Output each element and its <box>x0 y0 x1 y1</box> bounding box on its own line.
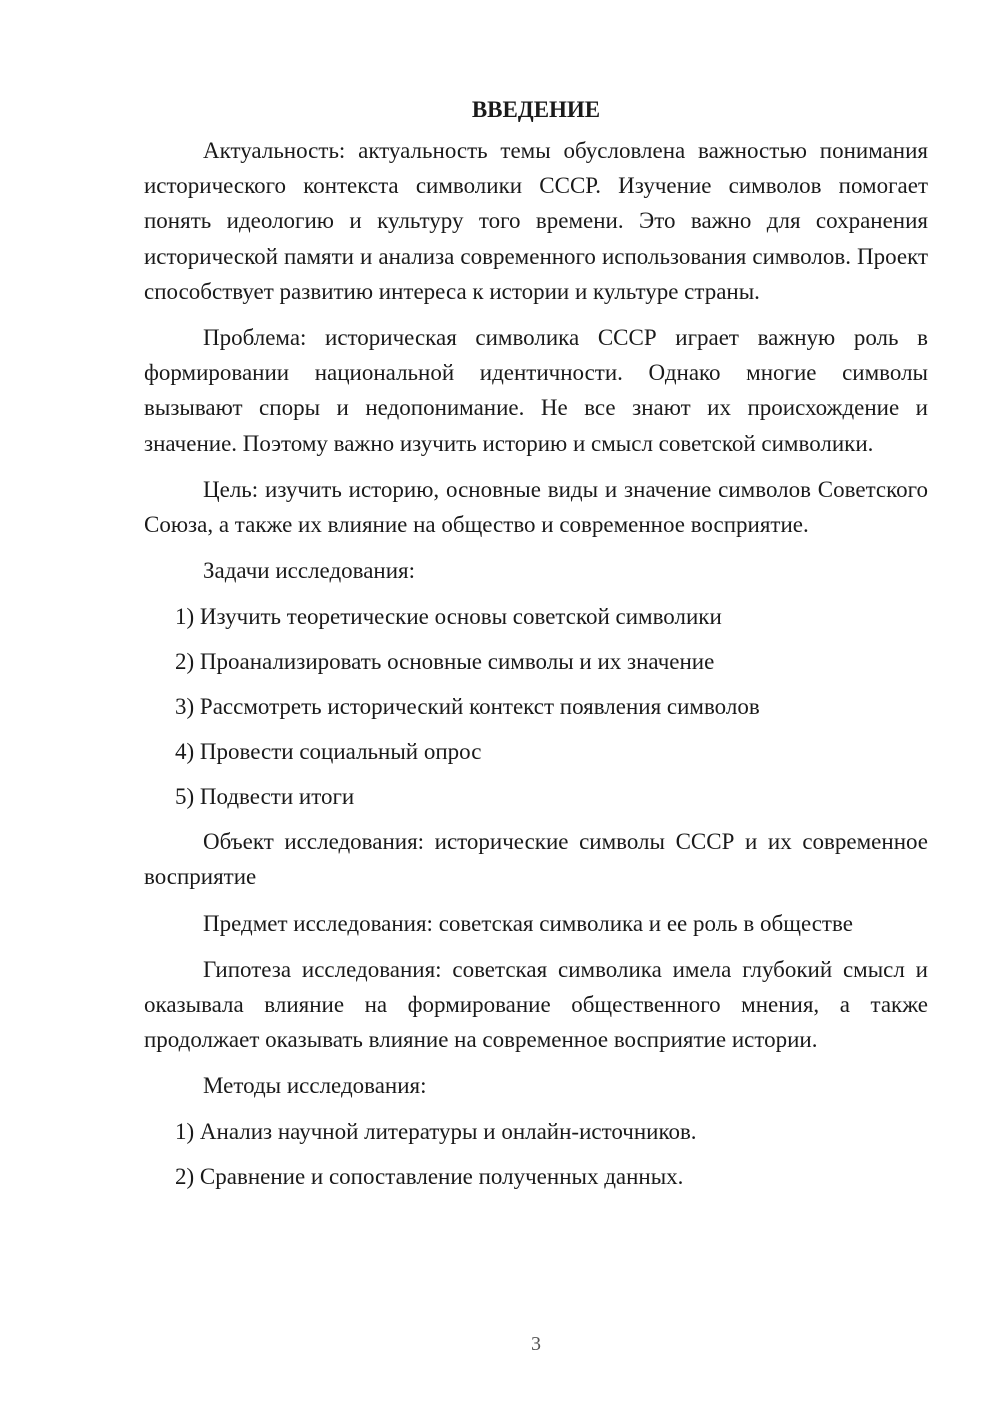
document-page <box>144 92 928 1204</box>
relevance-paragraph: Актуальность: актуальность темы обусловлена важностью понимания исторического контекста символики СССР. Изучение символов помогает понять идеологию и культуру того времени. Это важно для сохранения исторической памяти и анализа современного использования символов. Проект способствует развитию интереса к истории и культуре страны. <box>144 138 928 304</box>
subject-paragraph: Предмет исследования: советская символика и ее роль в обществе <box>203 910 853 936</box>
list-item: 5) Подвести итоги <box>175 784 355 810</box>
list-item: 2) Сравнение и сопоставление полученных данных. <box>175 1164 684 1190</box>
hypothesis-paragraph: Гипотеза исследования: советская символика имела глубокий смысл и оказывала влияние на формирование общественного мнения, а также продолжает оказывать влияние на современное восприятие истории. <box>144 956 928 1053</box>
goal-paragraph: Цель: изучить историю, основные виды и значение символов Советского Союза, а также их влияние на общество и современное восприятие. <box>144 476 928 538</box>
list-item: 4) Провести социальный опрос <box>175 739 482 765</box>
list-item: 2) Проанализировать основные символы и их значение <box>175 649 715 675</box>
list-item: 1) Изучить теоретические основы советской символики <box>175 604 722 630</box>
tasks-list <box>144 599 928 814</box>
object-paragraph: Объект исследования: исторические символы СССР и их современное восприятие <box>144 829 928 890</box>
problem-paragraph: Проблема: историческая символика СССР играет важную роль в формировании национальной идентичности. Однако многие символы вызывают споры и недопонимание. Не все знают их происхождение и значение. Поэтому важно изучить историю и смысл советской символики. <box>144 325 928 456</box>
methods-list <box>144 1114 928 1194</box>
section-title: ВВЕДЕНИЕ <box>471 97 601 122</box>
list-item: 3) Рассмотреть исторический контекст появления символов <box>175 694 760 720</box>
page-number: 3 <box>531 1333 541 1355</box>
tasks-heading: Задачи исследования: <box>203 558 416 584</box>
list-item: 1) Анализ научной литературы и онлайн-источников. <box>175 1119 697 1145</box>
methods-heading: Методы исследования: <box>203 1073 427 1099</box>
